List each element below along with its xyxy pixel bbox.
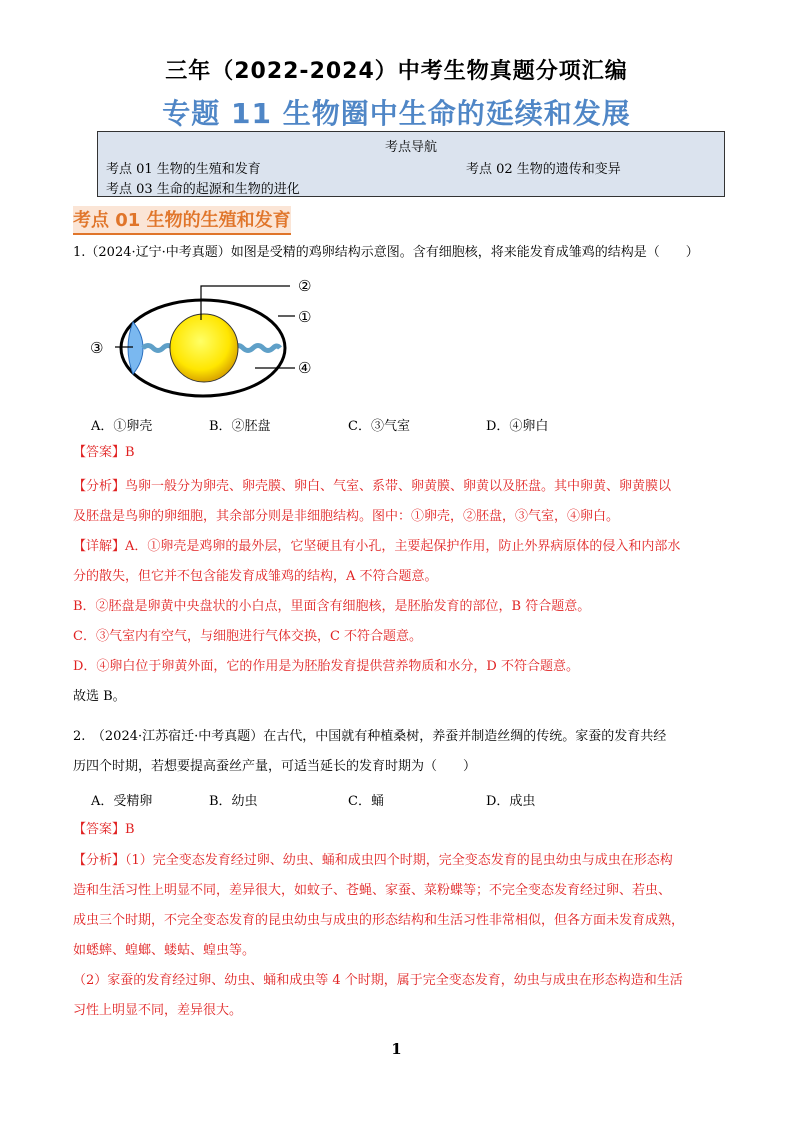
explanation-line: C．③气室内有空气，与细胞进行气体交换，C 不符合题意。 — [73, 629, 423, 644]
explanation-block — [73, 846, 733, 1026]
nav-item: 考点 03 生命的起源和生物的进化 — [106, 182, 300, 197]
nav-title: 考点导航 — [384, 140, 437, 155]
question-stem — [73, 722, 733, 782]
explanation-line: 成虫三个时期，不完全变态发育的昆虫幼虫与成虫的形态结构和生活习性非常相似，但各方面未发育成熟， — [73, 913, 685, 928]
explanation-line: 【分析】（1）完全变态发育经过卵、幼虫、蛹和成虫四个时期，完全变态发育的昆虫幼虫与成虫在形态构 — [73, 853, 673, 868]
option-c: C．③气室 — [348, 419, 410, 434]
question-line: 历四个时期，若想要提高蚕丝产量，可适当延长的发育时期为（ ） — [73, 759, 477, 774]
explanation-line: （2）家蚕的发育经过卵、幼虫、蛹和成虫等 4 个时期，属于完全变态发育，幼虫与成虫在形态构造和生活 — [73, 973, 683, 988]
answer: 【答案】B — [73, 445, 135, 460]
topic-title: 专题 11 生物圈中生命的延续和发展 — [162, 97, 631, 130]
nav-box — [97, 131, 725, 197]
figure-label: ② — [298, 277, 312, 295]
explanation-line: 习性上明显不同，差异很大。 — [73, 1003, 243, 1018]
explanation-line: 【详解】A．①卵壳是鸡卵的最外层，它坚硬且有小孔，主要起保护作用，防止外界病原体的侵入和内部水 — [73, 539, 681, 554]
explanation-line: 分的散失，但它并不包含能发育成雏鸡的结构，A 不符合题意。 — [73, 569, 438, 584]
nav-item: 考点 02 生物的遗传和变异 — [466, 162, 621, 177]
question-stem: 1.（2024·辽宁·中考真题）如图是受精的鸡卵结构示意图。含有细胞核，将来能发育成雏鸡的结构是（ ） — [73, 245, 699, 260]
figure-label: ③ — [90, 339, 104, 357]
page-number: 1 — [391, 1040, 402, 1058]
explanation-line: 造和生活习性上明显不同，差异很大，如蚊子、苍蝇、家蚕、菜粉蝶等；不完全变态发育经过卵、若虫、 — [73, 883, 672, 898]
answer: 【答案】B — [73, 822, 135, 837]
option-d: D．④卵白 — [486, 419, 549, 434]
section-heading: 考点 01 生物的生殖和发育 — [73, 206, 291, 235]
egg-structure-figure — [85, 272, 335, 407]
option-b: B．②胚盘 — [209, 419, 271, 434]
figure-label: ① — [298, 308, 312, 326]
conclusion-line: 故选 B。 — [73, 689, 126, 704]
nav-item: 考点 01 生物的生殖和发育 — [106, 162, 261, 177]
option-b: B．幼虫 — [209, 794, 258, 809]
figure-label: ④ — [298, 359, 312, 377]
explanation-line: 【分析】鸟卵一般分为卵壳、卵壳膜、卵白、气室、系带、卵黄膜、卵黄以及胚盘。其中卵黄、卵黄膜以 — [73, 479, 672, 494]
option-c: C．蛹 — [348, 794, 384, 809]
page-title: 三年（2022-2024）中考生物真题分项汇编 — [165, 59, 628, 84]
option-a: A．受精卵 — [91, 794, 153, 809]
explanation-line: 及胚盘是鸟卵的卵细胞，其余部分则是非细胞结构。图中：①卵壳，②胚盘，③气室，④卵白。 — [73, 509, 620, 524]
explanation-block — [73, 472, 733, 712]
option-d: D．成虫 — [486, 794, 536, 809]
question-line: 2. （2024·江苏宿迁·中考真题）在古代，中国就有种植桑树，养蚕并制造丝绸的传统。家蚕的发育共经 — [73, 729, 667, 744]
option-a: A．①卵壳 — [91, 419, 153, 434]
explanation-line: D．④卵白位于卵黄外面，它的作用是为胚胎发育提供营养物质和水分，D 不符合题意。 — [73, 659, 579, 674]
explanation-line: 如蟋蟀、蝗螂、蝼蛄、蝗虫等。 — [73, 943, 256, 958]
explanation-line: B．②胚盘是卵黄中央盘状的小白点，里面含有细胞核，是胚胎发育的部位，B 符合题意。 — [73, 599, 591, 614]
